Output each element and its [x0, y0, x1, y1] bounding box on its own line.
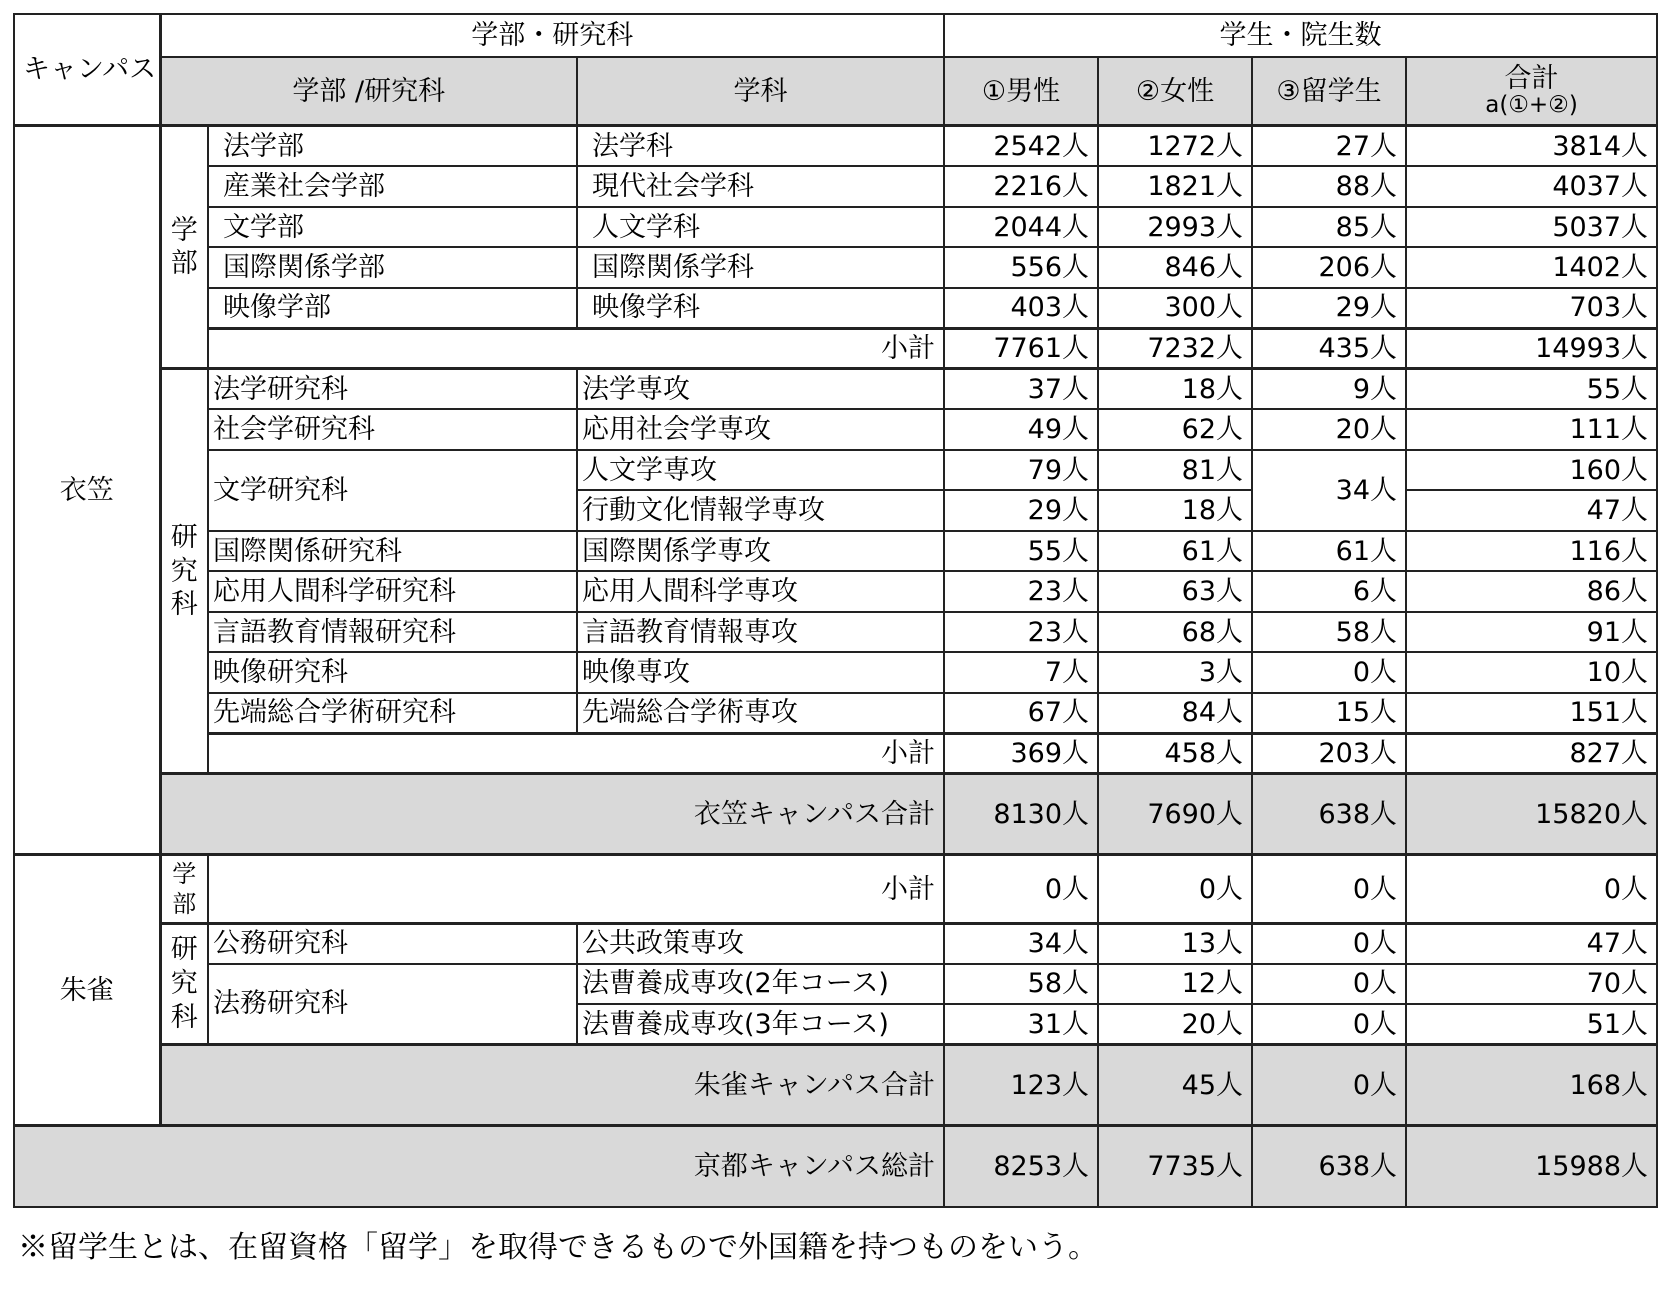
faculty-cell: 法学部: [208, 126, 577, 167]
header-row-1: [14, 14, 1657, 57]
campus-suzaku: 朱雀: [14, 855, 160, 1126]
table-row: [14, 166, 1657, 207]
footnote: ※留学生とは、在留資格「留学」を取得できるもので外国籍を持つものをいう。: [18, 1230, 1098, 1265]
total-cell: 70人: [1406, 964, 1657, 1005]
faculty-cell: 先端総合学術研究科: [208, 693, 577, 734]
female-cell: 68人: [1098, 612, 1252, 653]
subtotal-row: [14, 855, 1657, 923]
intl-cell: 9人: [1252, 369, 1406, 410]
male-cell: 29人: [944, 490, 1098, 531]
female-cell: 13人: [1098, 923, 1252, 964]
intl-cell: 6人: [1252, 571, 1406, 612]
male-cell: 2044人: [944, 207, 1098, 248]
faculty-cell: 文学部: [208, 207, 577, 248]
table-row: [14, 409, 1657, 450]
intl-cell: 61人: [1252, 531, 1406, 572]
student-count-table: [13, 13, 1658, 1208]
subtotal-label: 小計: [208, 855, 944, 923]
female-cell: 3人: [1098, 652, 1252, 693]
female-cell: 18人: [1098, 369, 1252, 410]
dept-cell: 応用人間科学専攻: [577, 571, 944, 612]
header-total-line2: a(①+②): [1485, 92, 1578, 119]
subtotal-label: 小計: [208, 328, 944, 369]
faculty-cell: 社会学研究科: [208, 409, 577, 450]
subtotal-row: [14, 733, 1657, 774]
female-cell: 20人: [1098, 1004, 1252, 1045]
table-row: [14, 612, 1657, 653]
dept-cell: 法曹養成専攻(3年コース): [577, 1004, 944, 1045]
dept-cell: 人文学専攻: [577, 450, 944, 491]
table-row: [14, 288, 1657, 329]
total-cell: 15988人: [1406, 1126, 1657, 1207]
header-total-line1: 合計: [1504, 62, 1559, 94]
total-cell: 86人: [1406, 571, 1657, 612]
female-cell: 2993人: [1098, 207, 1252, 248]
female-cell: 7735人: [1098, 1126, 1252, 1207]
table-row: [14, 369, 1657, 410]
total-cell: 160人: [1406, 450, 1657, 491]
total-cell: 15820人: [1406, 774, 1657, 855]
intl-cell: 0人: [1252, 1045, 1406, 1126]
male-cell: 369人: [944, 733, 1098, 774]
dept-cell: 言語教育情報専攻: [577, 612, 944, 653]
dept-cell: 国際関係学専攻: [577, 531, 944, 572]
dept-cell: 行動文化情報学専攻: [577, 490, 944, 531]
dept-cell: 現代社会学科: [577, 166, 944, 207]
faculty-cell: 映像研究科: [208, 652, 577, 693]
intl-cell: 15人: [1252, 693, 1406, 734]
header-row-2: [14, 57, 1657, 126]
dept-cell: 国際関係学科: [577, 247, 944, 288]
campus-kinugasa: 衣笠: [14, 126, 160, 855]
table-row: [14, 126, 1657, 167]
dept-cell: 公共政策専攻: [577, 923, 944, 964]
grad-label: 研究科: [160, 923, 208, 1045]
total-cell: 168人: [1406, 1045, 1657, 1126]
dept-cell: 先端総合学術専攻: [577, 693, 944, 734]
table-row: [14, 247, 1657, 288]
intl-cell: 206人: [1252, 247, 1406, 288]
table-row: [14, 693, 1657, 734]
female-cell: 61人: [1098, 531, 1252, 572]
male-cell: 8130人: [944, 774, 1098, 855]
subtotal-label: 小計: [208, 733, 944, 774]
intl-cell: 203人: [1252, 733, 1406, 774]
intl-cell: 88人: [1252, 166, 1406, 207]
table-row: [14, 571, 1657, 612]
intl-cell: 29人: [1252, 288, 1406, 329]
campus-total-row: [14, 1045, 1657, 1126]
female-cell: 12人: [1098, 964, 1252, 1005]
male-cell: 58人: [944, 964, 1098, 1005]
male-cell: 31人: [944, 1004, 1098, 1045]
intl-cell: 435人: [1252, 328, 1406, 369]
intl-cell: 638人: [1252, 774, 1406, 855]
header-students-group: 学生・院生数: [944, 14, 1657, 57]
header-total: [1406, 57, 1657, 126]
intl-cell: 20人: [1252, 409, 1406, 450]
total-cell: 47人: [1406, 923, 1657, 964]
male-cell: 34人: [944, 923, 1098, 964]
grand-total-label: 京都キャンパス総計: [14, 1126, 944, 1207]
dept-cell: 法曹養成専攻(2年コース): [577, 964, 944, 1005]
female-cell: 63人: [1098, 571, 1252, 612]
total-cell: 5037人: [1406, 207, 1657, 248]
dept-cell: 映像専攻: [577, 652, 944, 693]
male-cell: 37人: [944, 369, 1098, 410]
dept-cell: 応用社会学専攻: [577, 409, 944, 450]
table-row: [14, 531, 1657, 572]
male-cell: 0人: [944, 855, 1098, 923]
header-male: ①男性: [944, 57, 1098, 126]
header-faculty-group: 学部・研究科: [160, 14, 944, 57]
female-cell: 1272人: [1098, 126, 1252, 167]
undergrad-label: 学部: [160, 126, 208, 369]
total-cell: 151人: [1406, 693, 1657, 734]
female-cell: 45人: [1098, 1045, 1252, 1126]
dept-cell: 人文学科: [577, 207, 944, 248]
intl-cell: 58人: [1252, 612, 1406, 653]
female-cell: 0人: [1098, 855, 1252, 923]
male-cell: 49人: [944, 409, 1098, 450]
table-row: [14, 964, 1657, 1005]
dept-cell: 法学専攻: [577, 369, 944, 410]
male-cell: 67人: [944, 693, 1098, 734]
header-female: ②女性: [1098, 57, 1252, 126]
total-cell: 10人: [1406, 652, 1657, 693]
campus-total-label: 衣笠キャンパス合計: [160, 774, 944, 855]
total-cell: 1402人: [1406, 247, 1657, 288]
male-cell: 79人: [944, 450, 1098, 491]
total-cell: 51人: [1406, 1004, 1657, 1045]
male-cell: 55人: [944, 531, 1098, 572]
faculty-cell: 言語教育情報研究科: [208, 612, 577, 653]
male-cell: 23人: [944, 612, 1098, 653]
total-cell: 47人: [1406, 490, 1657, 531]
faculty-cell: 法務研究科: [208, 964, 577, 1045]
campus-total-row: [14, 774, 1657, 855]
female-cell: 62人: [1098, 409, 1252, 450]
intl-cell: 0人: [1252, 964, 1406, 1005]
total-cell: 111人: [1406, 409, 1657, 450]
table-row: [14, 923, 1657, 964]
undergrad-label: 学部: [160, 855, 208, 923]
total-cell: 14993人: [1406, 328, 1657, 369]
total-cell: 3814人: [1406, 126, 1657, 167]
intl-cell: 0人: [1252, 855, 1406, 923]
faculty-cell: 国際関係学部: [208, 247, 577, 288]
male-cell: 2542人: [944, 126, 1098, 167]
faculty-cell: 文学研究科: [208, 450, 577, 531]
female-cell: 7690人: [1098, 774, 1252, 855]
grad-label: 研究科: [160, 369, 208, 774]
intl-cell: 27人: [1252, 126, 1406, 167]
total-cell: 4037人: [1406, 166, 1657, 207]
intl-cell: 34人: [1252, 450, 1406, 531]
faculty-cell: 産業社会学部: [208, 166, 577, 207]
faculty-cell: 公務研究科: [208, 923, 577, 964]
grand-total-row: [14, 1126, 1657, 1207]
female-cell: 84人: [1098, 693, 1252, 734]
table-row: [14, 450, 1657, 491]
female-cell: 18人: [1098, 490, 1252, 531]
faculty-cell: 国際関係研究科: [208, 531, 577, 572]
total-cell: 55人: [1406, 369, 1657, 410]
female-cell: 1821人: [1098, 166, 1252, 207]
intl-cell: 85人: [1252, 207, 1406, 248]
male-cell: 403人: [944, 288, 1098, 329]
female-cell: 458人: [1098, 733, 1252, 774]
total-cell: 116人: [1406, 531, 1657, 572]
header-campus: キャンパス: [14, 14, 160, 126]
intl-cell: 0人: [1252, 1004, 1406, 1045]
male-cell: 7人: [944, 652, 1098, 693]
faculty-cell: 法学研究科: [208, 369, 577, 410]
total-cell: 0人: [1406, 855, 1657, 923]
dept-cell: 映像学科: [577, 288, 944, 329]
faculty-cell: 応用人間科学研究科: [208, 571, 577, 612]
table-row: [14, 652, 1657, 693]
campus-total-label: 朱雀キャンパス合計: [160, 1045, 944, 1126]
total-cell: 91人: [1406, 612, 1657, 653]
female-cell: 300人: [1098, 288, 1252, 329]
table-row: [14, 207, 1657, 248]
intl-cell: 638人: [1252, 1126, 1406, 1207]
dept-cell: 法学科: [577, 126, 944, 167]
faculty-cell: 映像学部: [208, 288, 577, 329]
female-cell: 7232人: [1098, 328, 1252, 369]
female-cell: 846人: [1098, 247, 1252, 288]
female-cell: 81人: [1098, 450, 1252, 491]
male-cell: 7761人: [944, 328, 1098, 369]
header-intl: ③留学生: [1252, 57, 1406, 126]
male-cell: 8253人: [944, 1126, 1098, 1207]
male-cell: 556人: [944, 247, 1098, 288]
intl-cell: 0人: [1252, 652, 1406, 693]
male-cell: 23人: [944, 571, 1098, 612]
total-cell: 827人: [1406, 733, 1657, 774]
header-department: 学科: [577, 57, 944, 126]
header-faculty: 学部 /研究科: [160, 57, 577, 126]
subtotal-row: [14, 328, 1657, 369]
intl-cell: 0人: [1252, 923, 1406, 964]
male-cell: 2216人: [944, 166, 1098, 207]
male-cell: 123人: [944, 1045, 1098, 1126]
total-cell: 703人: [1406, 288, 1657, 329]
